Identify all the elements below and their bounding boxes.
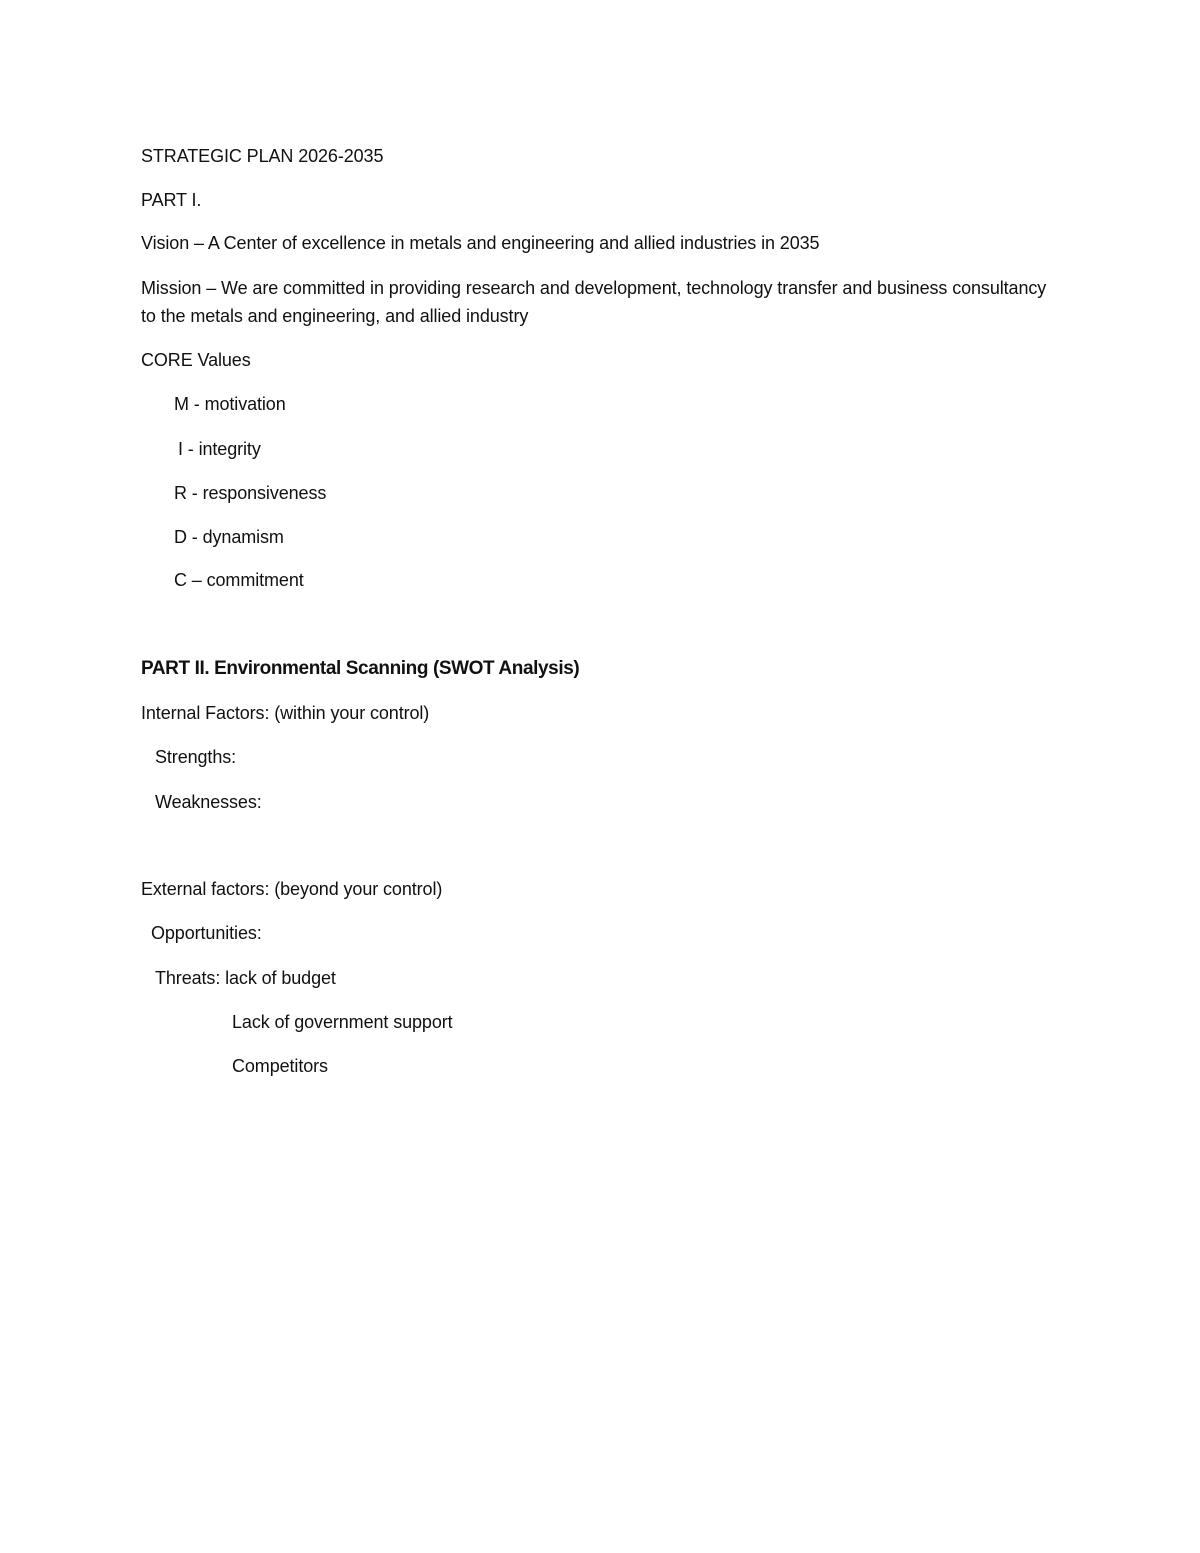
mission-statement: Mission – We are committed in providing research and development, technology transfer and business consultancy to the metals and engineering, and allied industry [141, 278, 1047, 326]
core-value-item: C – commitment [174, 570, 304, 590]
strengths-label: Strengths: [155, 747, 237, 767]
core-value-item: R - responsiveness [174, 483, 327, 503]
weaknesses-label: Weaknesses: [155, 792, 262, 812]
core-values-heading: CORE Values [141, 350, 251, 370]
document-title: STRATEGIC PLAN 2026-2035 [141, 146, 384, 166]
part1-heading: PART I. [141, 190, 202, 210]
core-value-item: M - motivation [174, 394, 286, 414]
internal-factors-label: Internal Factors: (within your control) [141, 703, 430, 723]
threats-label: Threats: lack of budget [155, 968, 336, 988]
threat-item: Competitors [232, 1056, 328, 1076]
vision-statement: Vision – A Center of excellence in metals and engineering and allied industries in 2035 [141, 233, 820, 253]
core-value-item: D - dynamism [174, 527, 284, 547]
external-factors-label: External factors: (beyond your control) [141, 879, 443, 899]
part2-heading: PART II. Environmental Scanning (SWOT Analysis) [141, 658, 580, 679]
core-value-item: I - integrity [178, 439, 261, 459]
threat-item: Lack of government support [232, 1012, 453, 1032]
opportunities-label: Opportunities: [151, 923, 262, 943]
